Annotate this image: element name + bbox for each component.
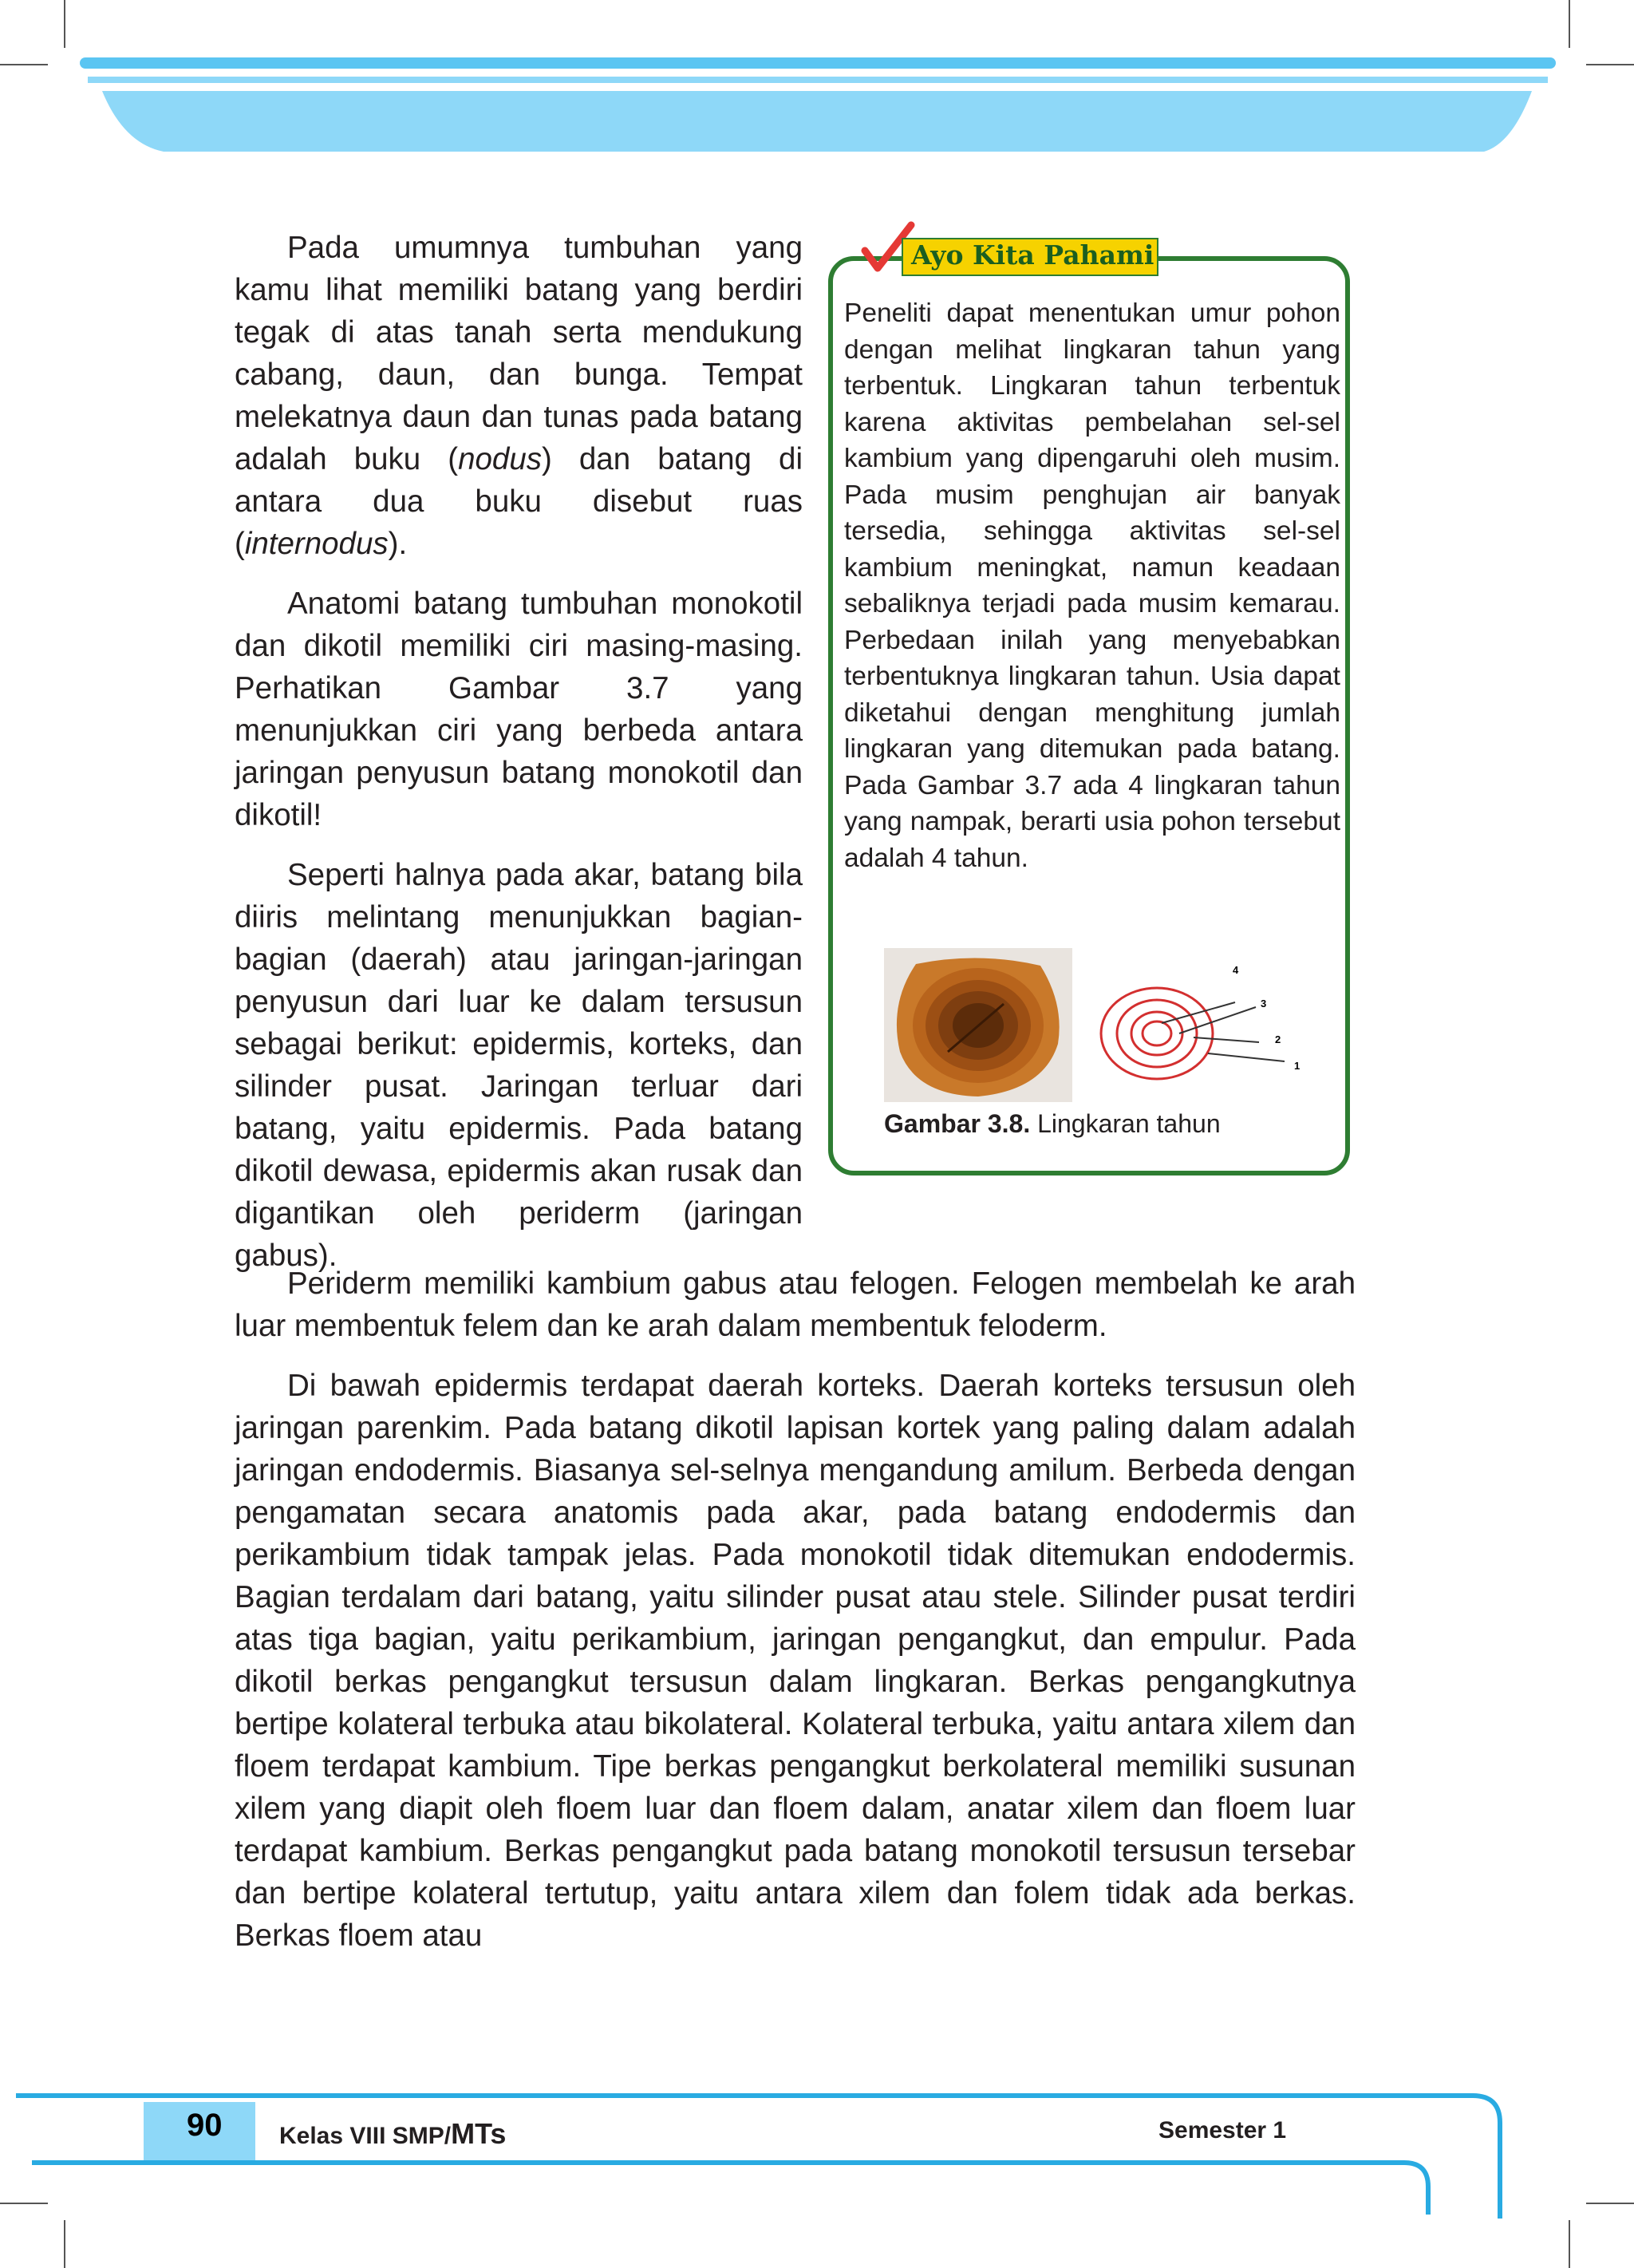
box-text: Peneliti dapat menentukan umur pohon dengan melihat lingkaran tahun yang terbentuk. Lingkaran tahun terbentuk karena aktivitas pembelahan sel-sel kambium yang dipengaruhi oleh musim. Pada musim penghujan air banyak tersedia, sehingga aktivitas sel-sel kambium meningkat, namun keadaan sebaliknya terjadi pada musim kemarau. Perbedaan inilah yang menyebabkan terbentuknya lingkaran tahun. Usia dapat diketahui dengan menghitung jumlah lingkaran yang ditemukan pada batang. Pada Gambar 3.7 ada 4 lingkaran tahun yang nampak, berarti usia pohon tersebut adalah 4 tahun. [844, 298, 1340, 873]
footer-class-label: Kelas VIII SMP/MTs [279, 2117, 507, 2150]
box-title: Ayo Kita Pahami [902, 238, 1158, 276]
paragraph: Di bawah epidermis terdapat daerah korteks. Daerah korteks tersusun oleh jaringan parenkim. Pada batang dikotil lapisan kortek yang paling dalam adalah jaringan endodermis. Biasanya sel-selnya mengandung amilum. Berbeda dengan pengamatan secara anatomis pada akar, pada batang endodermis dan perikambium tidak tampak jelas. Pada monokotil tidak ditemukan endodermis. Bagian terdalam dari batang, yaitu silinder pusat atau stele. Silinder pusat terdiri atas tiga bagian, yaitu perikambium, jaringan pengangkut, dan empulur. Pada dikotil berkas pengangkut tersusun dalam lingkaran. Berkas pengangkutnya bertipe kolateral terbuka atau bikolateral. Kolateral terbuka, yaitu antara xilem dan floem terdapat kambium. Tipe berkas pengangkut berkolateral memiliki susunan xilem yang diapit oleh floem luar dan floem dalam, anatar xilem dan floem luar terdapat kambium. Berkas pengangkut pada batang monokotil tersusun tersebar dan bertipe kolateral tertutup, yaitu antara xilem dan folem tidak ada berkas. Berkas floem atau [235, 1369, 1356, 1953]
left-column-text [235, 227, 803, 1277]
paragraph: Periderm memiliki kambium gabus atau felogen. Felogen membelah ke arah luar membentuk felem dan ke arah dalam membentuk feloderm. [235, 1266, 1356, 1343]
paragraph: Seperti halnya pada akar, batang bila diiris melintang menunjukkan bagian-bagian (daerah) atau jaringan-jaringan penyusun dari luar ke dalam tersusun sebagai berikut: epidermis, korteks, dan silinder pusat. Jaringan terluar dari batang, yaitu epidermis. Pada batang dikotil dewasa, epidermis akan rusak dan digantikan oleh periderm (jaringan gabus). [235, 858, 803, 1273]
page-number: 90 [187, 2108, 223, 2143]
paragraph: Pada umumnya tumbuhan yang kamu lihat memiliki batang yang berdiri tegak di atas tanah serta mendukung cabang, daun, dan bunga. Tempat melekatnya daun dan tunas pada batang adalah buku (nodus) dan batang di antara dua buku disebut ruas (internodus). [235, 231, 803, 561]
ring-label: 4 [1233, 964, 1239, 976]
full-width-text [235, 1262, 1356, 1957]
paragraph: Anatomi batang tumbuhan monokotil dan dikotil memiliki ciri masing-masing. Perhatikan Gambar 3.7 yang menunjukkan ciri yang berbeda antara jaringan penyusun batang monokotil dan dikotil! [235, 587, 803, 832]
ring-label: 3 [1261, 998, 1267, 1010]
crop-mark [1569, 2220, 1570, 2268]
tree-ring-diagram [1099, 958, 1307, 1085]
footer-band [0, 2091, 1634, 2219]
ring-label: 1 [1294, 1060, 1300, 1072]
ring-label: 2 [1275, 1033, 1281, 1045]
figure-caption: Gambar 3.8. Lingkaran tahun [884, 1109, 1221, 1138]
header-band [0, 0, 1634, 160]
crop-mark [64, 2220, 65, 2268]
tree-ring-photo [884, 948, 1072, 1102]
footer-semester: Semester 1 [1158, 2117, 1287, 2144]
